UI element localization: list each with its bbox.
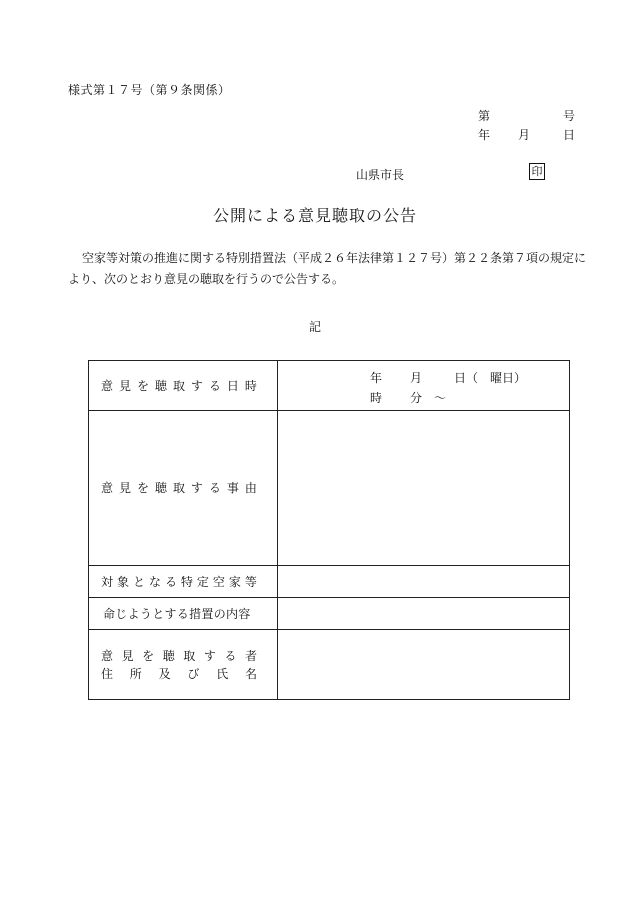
- notice-table: [88, 360, 570, 700]
- form-number: 様式第１７号（第９条関係）: [68, 83, 231, 97]
- table-row: [89, 598, 570, 630]
- body-text: 空家等対策の推進に関する特別措置法（平成２６年法律第１２７号）第２２条第７項の規定により、次のとおり意見の聴取を行うので公告する。: [68, 251, 587, 286]
- row-listener-label: [89, 630, 278, 700]
- label-char: す: [190, 481, 203, 495]
- datetime-day-weekday: 日（ 曜日）: [454, 370, 527, 385]
- label-char: 象: [116, 574, 129, 589]
- label-char: 等: [244, 574, 257, 589]
- label-char: 定: [196, 574, 209, 589]
- datetime-month: 月: [410, 370, 423, 385]
- label-chars: [89, 647, 277, 665]
- label-char: 見: [118, 481, 131, 495]
- label-char: を: [136, 378, 149, 393]
- label-char: 意: [101, 481, 114, 495]
- date-day: 日: [563, 128, 576, 142]
- label-char: 由: [244, 481, 257, 495]
- label-char: 取: [172, 481, 185, 495]
- label-char: る: [208, 378, 221, 393]
- label-chars: [89, 573, 277, 591]
- label-char: び: [187, 666, 200, 681]
- row-measure-label: [89, 598, 278, 630]
- label-char: な: [148, 574, 161, 589]
- datetime-minute: 分 ～: [410, 390, 447, 405]
- label-char: 者: [244, 648, 257, 663]
- doc-number-dai: 第: [478, 109, 491, 123]
- label-char: を: [136, 481, 149, 495]
- label-char: 取: [183, 648, 196, 663]
- label-char: 家: [228, 574, 241, 589]
- label-char: 名: [244, 666, 257, 681]
- label-char: 時: [244, 378, 257, 393]
- table-row: [89, 566, 570, 598]
- label-char: 見: [121, 648, 134, 663]
- label-char: 聴: [162, 648, 175, 663]
- label-char: 対: [101, 574, 114, 589]
- row-reason-label: [89, 411, 278, 566]
- label-char: 聴: [154, 378, 167, 393]
- label-char: を: [142, 648, 155, 663]
- label-char: る: [208, 481, 221, 495]
- row-target-label: [89, 566, 278, 598]
- row-listener-value[interactable]: [278, 630, 570, 700]
- datetime-hour: 時: [370, 390, 383, 405]
- doc-number-go: 号: [563, 109, 576, 123]
- label-chars: [89, 377, 277, 395]
- label-char: 所: [129, 666, 142, 681]
- label-char: 意: [101, 648, 114, 663]
- label-char: 特: [180, 574, 193, 589]
- table-row: [89, 411, 570, 566]
- page-title: 公開による意見聴取の公告: [212, 206, 417, 225]
- label-char: 住: [101, 666, 114, 681]
- ki-heading: 記: [308, 320, 321, 334]
- label-char: 聴: [154, 481, 167, 495]
- label-char: 空: [212, 574, 225, 589]
- label-char: と: [132, 574, 145, 589]
- label-chars: [89, 665, 277, 683]
- row-datetime-value[interactable]: [278, 361, 570, 411]
- label-char: 日: [226, 378, 239, 393]
- label-char: 事: [226, 481, 239, 495]
- row-target-value[interactable]: [278, 566, 570, 598]
- table-row: [89, 630, 570, 700]
- row-reason-value[interactable]: [278, 411, 570, 566]
- label-char: 意: [101, 378, 114, 393]
- seal-box: 印: [529, 163, 545, 180]
- label-char: す: [203, 648, 216, 663]
- label-char: 氏: [216, 666, 229, 681]
- row-measure-value[interactable]: [278, 598, 570, 630]
- issuer-name: 山県市長: [356, 168, 405, 182]
- datetime-year: 年: [370, 370, 383, 385]
- label-chars: [89, 479, 277, 497]
- label-char: す: [190, 378, 203, 393]
- label-char: 取: [172, 378, 185, 393]
- label-char: る: [164, 574, 177, 589]
- label-char: 及: [158, 666, 171, 681]
- date-month: 月: [518, 128, 531, 142]
- label-char: る: [224, 648, 237, 663]
- label-text: 命じようとする措置の内容: [103, 606, 251, 621]
- label-char: 見: [118, 378, 131, 393]
- row-datetime-label: [89, 361, 278, 411]
- table-row: [89, 361, 570, 411]
- date-year: 年: [478, 128, 491, 142]
